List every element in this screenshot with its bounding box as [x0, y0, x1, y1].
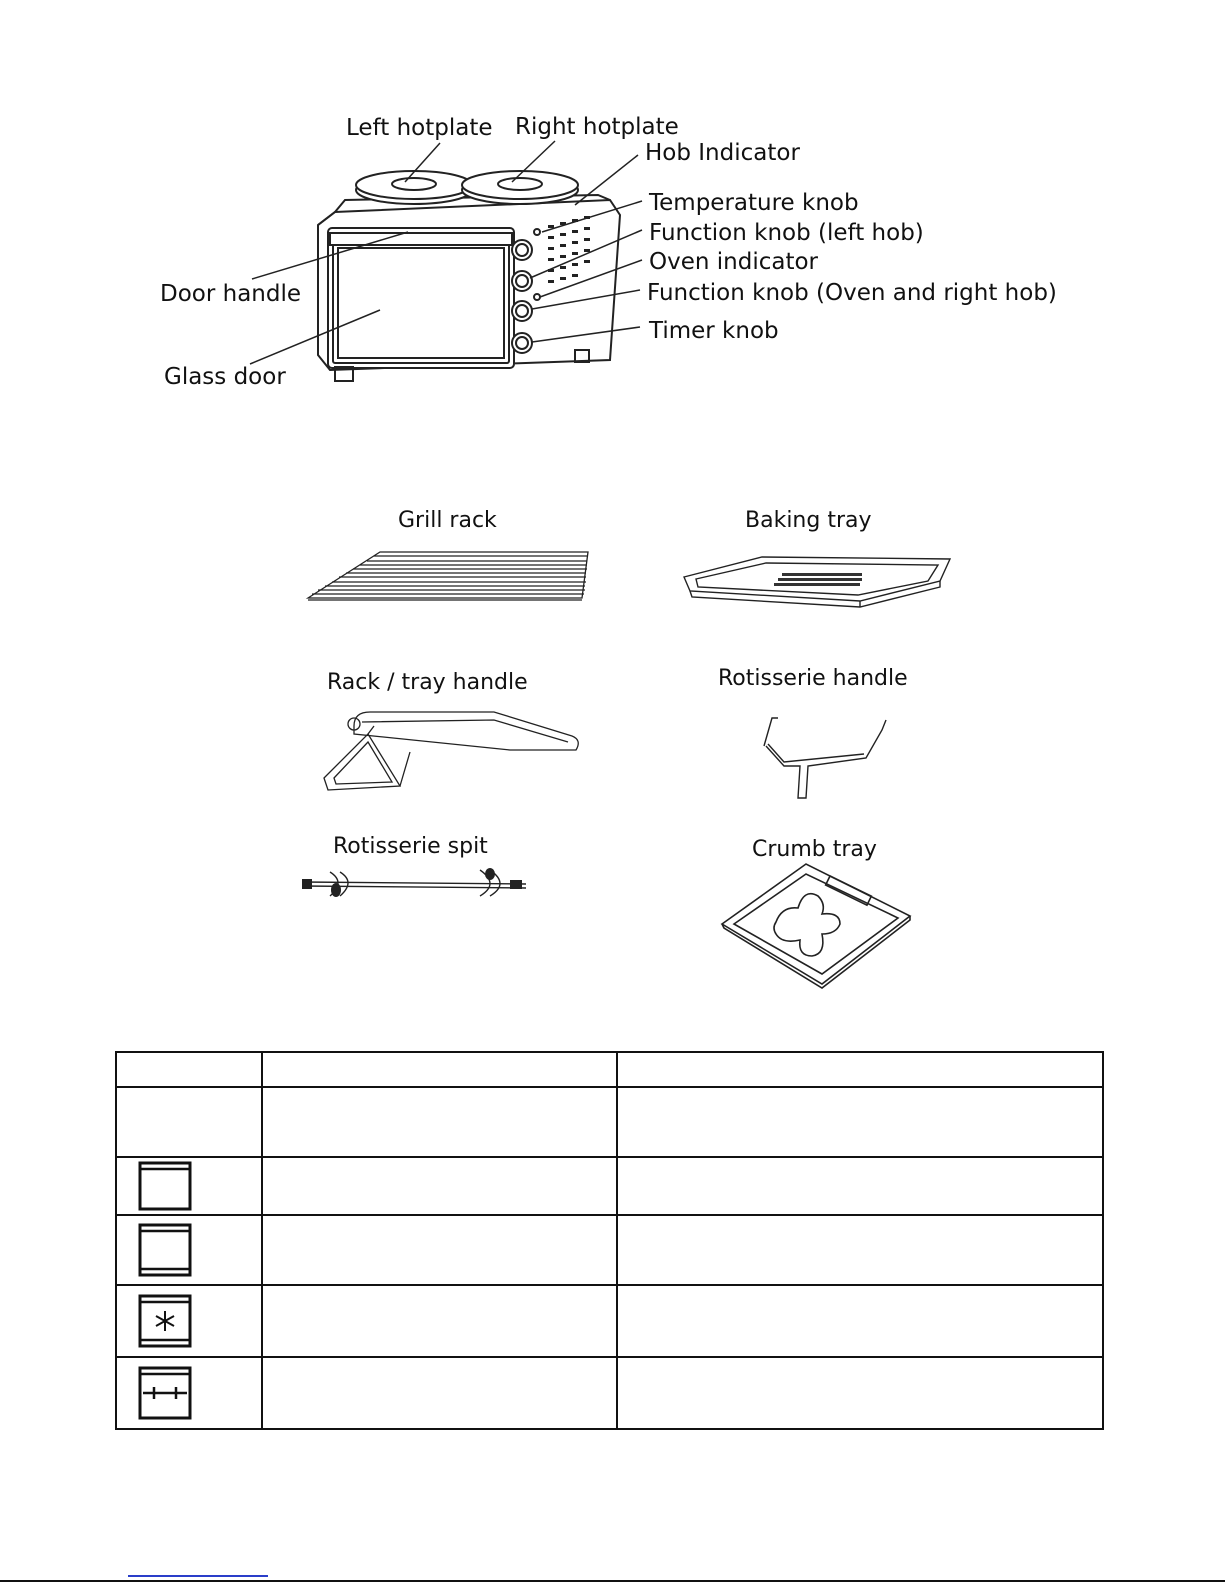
grill-rack-illustration: [300, 550, 600, 610]
label-temperature-knob: Temperature knob: [649, 190, 859, 216]
table-cell: [617, 1215, 1103, 1285]
table-cell: [617, 1357, 1103, 1429]
footer-link-underline[interactable]: [128, 1575, 268, 1577]
top-heat-icon: [137, 1160, 193, 1212]
label-left-hotplate: Left hotplate: [346, 115, 493, 141]
table-cell: [617, 1157, 1103, 1215]
table-cell: [262, 1087, 617, 1157]
crumb-tray-illustration: [718, 862, 918, 992]
table-cell: [116, 1215, 262, 1285]
table-row: [116, 1052, 1103, 1087]
label-crumb-tray: Crumb tray: [752, 837, 877, 862]
table-row: [116, 1087, 1103, 1157]
label-oven-indicator: Oven indicator: [649, 249, 818, 275]
table-cell: [116, 1285, 262, 1357]
table-cell: [262, 1215, 617, 1285]
rack-tray-handle-illustration: [314, 706, 584, 796]
table-row: [116, 1157, 1103, 1215]
table-cell: [617, 1285, 1103, 1357]
label-grill-rack: Grill rack: [398, 508, 497, 533]
label-glass-door: Glass door: [164, 364, 286, 390]
table-cell: [262, 1052, 617, 1087]
label-function-knob-oven: Function knob (Oven and right hob): [647, 280, 1057, 306]
footer-divider: [0, 1580, 1225, 1582]
table-cell: [116, 1052, 262, 1087]
fan-icon: [137, 1293, 193, 1349]
table-cell: [262, 1157, 617, 1215]
table-row: [116, 1285, 1103, 1357]
label-baking-tray: Baking tray: [745, 508, 872, 533]
rotisserie-icon: [137, 1365, 193, 1421]
rotisserie-handle-illustration: [758, 714, 898, 804]
table-row: [116, 1357, 1103, 1429]
top-bottom-heat-icon: [137, 1222, 193, 1278]
table-cell: [116, 1157, 262, 1215]
table-cell: [262, 1357, 617, 1429]
table-cell: [617, 1052, 1103, 1087]
label-timer-knob: Timer knob: [649, 318, 779, 344]
label-rack-tray-handle: Rack / tray handle: [327, 670, 528, 695]
label-door-handle: Door handle: [160, 281, 302, 307]
table-cell: [116, 1087, 262, 1157]
oven-illustration: [0, 0, 1225, 420]
label-right-hotplate: Right hotplate: [515, 114, 679, 140]
label-rotisserie-handle: Rotisserie handle: [718, 666, 908, 691]
table-cell: [116, 1357, 262, 1429]
table-row: [116, 1215, 1103, 1285]
label-function-knob-left: Function knob (left hob): [649, 220, 924, 246]
table-cell: [262, 1285, 617, 1357]
table-cell: [617, 1087, 1103, 1157]
label-rotisserie-spit: Rotisserie spit: [333, 834, 488, 859]
rotisserie-spit-illustration: [300, 868, 530, 908]
label-hob-indicator: Hob Indicator: [645, 140, 800, 166]
baking-tray-illustration: [682, 555, 962, 611]
function-table: [115, 1051, 1104, 1430]
